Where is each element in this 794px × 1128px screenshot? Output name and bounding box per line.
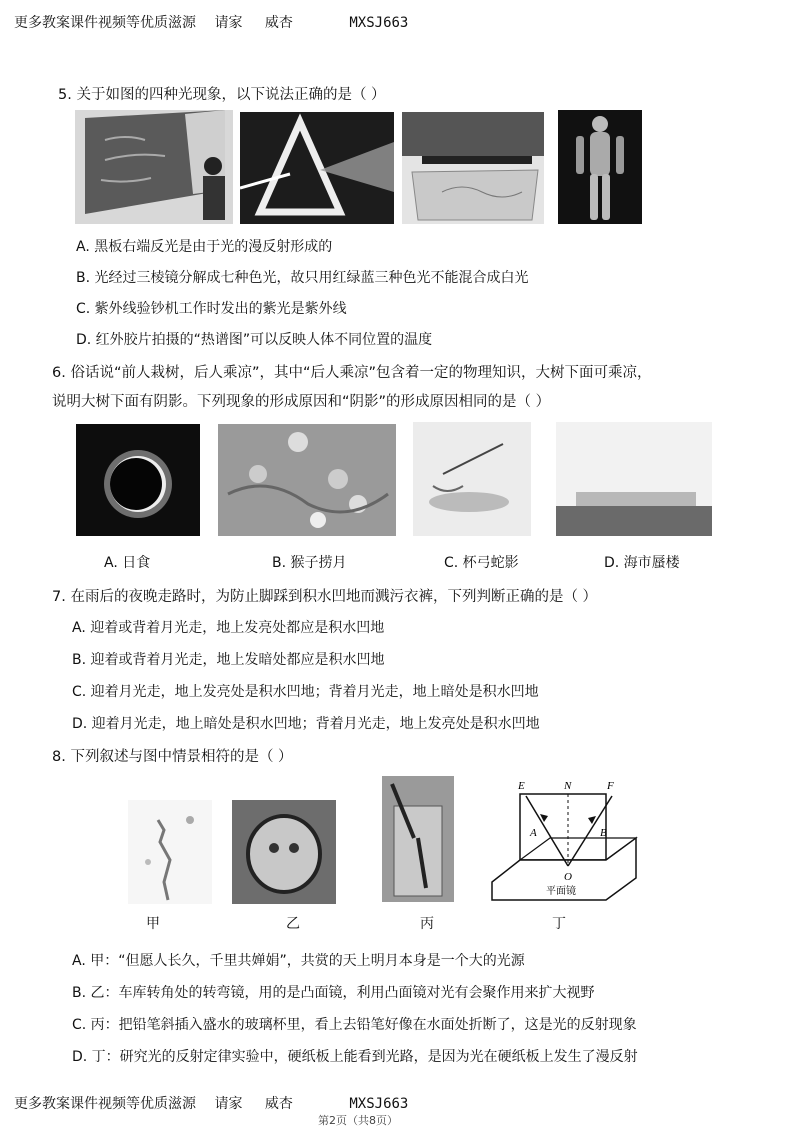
- eclipse-image: [76, 424, 200, 536]
- q8-option-d: D. 丁：研究光的反射定律实验中，硬纸板上能看到光路，是因为光在硬纸板上发生了漫反射: [72, 1049, 638, 1065]
- q8-option-a: A. 甲：“但愿人长久，千里共婵娟”，共赏的天上明月本身是一个大的光源: [72, 953, 525, 969]
- q6-photo-cup-bow: [413, 422, 531, 536]
- mirage-image: [556, 422, 712, 536]
- q6-stem-line2: 说明大树下面有阴影。下列现象的形成原因和“阴影”的形成原因相同的是（ ）: [52, 394, 551, 410]
- label-mirror: 平面镜: [546, 886, 576, 897]
- blackboard-image: [75, 110, 233, 224]
- label-o: O: [564, 871, 572, 883]
- monkeys-image: [218, 424, 396, 536]
- header-contact: 请家: [214, 15, 243, 31]
- q7-option-d: D. 迎着月光走，地上暗处是积水凹地；背着月光走，地上发亮处是积水凹地: [72, 716, 540, 732]
- q6-photo-monkeys: [218, 424, 396, 536]
- q8-photo-bing: [382, 776, 454, 902]
- money-detector-image: [402, 112, 544, 224]
- q5-photo-money-detector: [402, 112, 544, 224]
- q7-option-c: C. 迎着月光走，地上发亮处是积水凹地；背着月光走，地上暗处是积水凹地: [72, 684, 539, 700]
- footer-text: 更多教案课件视频等优质滋源: [14, 1096, 196, 1112]
- label-f: F: [607, 780, 614, 792]
- q6-photo-mirage: [556, 422, 712, 536]
- label-b: B: [600, 827, 607, 839]
- label-n: N: [564, 780, 572, 792]
- q7-option-b: B. 迎着或背着月光走，地上发暗处都应是积水凹地: [72, 652, 385, 668]
- header-text: 更多教案课件视频等优质滋源: [14, 15, 196, 31]
- q8-option-c: C. 丙：把铅笔斜插入盛水的玻璃杯里，看上去铅笔好像在水面处折断了，这是光的反射现象: [72, 1017, 637, 1033]
- q8-stem: 8. 下列叙述与图中情景相符的是（ ）: [52, 749, 293, 765]
- q5-stem: 5. 关于如图的四种光现象，以下说法正确的是（ ）: [58, 87, 386, 103]
- reflection-diagram: [488, 774, 638, 912]
- q5-option-b: B. 光经过三棱镜分解成七种色光，故只用红绿蓝三种色光不能混合成白光: [76, 270, 529, 286]
- q8-photo-jia: [128, 800, 212, 904]
- thermal-image: [558, 110, 642, 224]
- q6-photo-eclipse: [76, 424, 200, 536]
- q5-option-d: D. 红外胶片拍摄的“热谱图”可以反映人体不同位置的温度: [76, 332, 433, 348]
- q5-option-a: A. 黑板右端反光是由于光的漫反射形成的: [76, 239, 333, 255]
- q5-option-c: C. 紫外线验钞机工作时发出的紫光是紫外线: [76, 301, 347, 317]
- q7-stem: 7. 在雨后的夜晚走路时，为防止脚踩到积水凹地而溅污衣裤，下列判断正确的是（ ）: [52, 589, 598, 605]
- footer-contact: 请家: [214, 1096, 243, 1112]
- q8-caption-yi: 乙: [286, 916, 300, 932]
- convex-mirror-image: [232, 800, 336, 904]
- q8-caption-ding: 丁: [552, 916, 566, 932]
- label-e: E: [518, 780, 525, 792]
- moon-scene-image: [128, 800, 212, 904]
- q8-caption-bing: 丙: [420, 916, 434, 932]
- q8-photo-yi: [232, 800, 336, 904]
- footer-code: MXSJ663: [349, 1096, 409, 1112]
- q5-photo-blackboard: [75, 110, 233, 224]
- q6-caption-b: B. 猴子捞月: [272, 555, 347, 571]
- q5-photo-thermal-body: [558, 110, 642, 224]
- header-name: 威杏: [264, 15, 293, 31]
- header-code: MXSJ663: [349, 15, 409, 31]
- pencil-in-glass-image: [382, 776, 454, 902]
- page-footer: [14, 1093, 408, 1113]
- q7-option-a: A. 迎着或背着月光走，地上发亮处都应是积水凹地: [72, 620, 385, 636]
- q6-caption-c: C. 杯弓蛇影: [444, 555, 519, 571]
- footer-name: 威杏: [264, 1096, 293, 1112]
- q8-caption-jia: 甲: [146, 916, 160, 932]
- q6-caption-d: D. 海市蜃楼: [604, 555, 680, 571]
- q8-option-b: B. 乙：车库转角处的转弯镜，用的是凸面镜，利用凸面镜对光有会聚作用来扩大视野: [72, 985, 595, 1001]
- q5-photo-prism: [240, 112, 394, 224]
- page-number: 第2页（共8页）: [318, 1114, 398, 1127]
- page-header: [14, 12, 408, 32]
- cup-bow-image: [413, 422, 531, 536]
- label-a: A: [530, 827, 537, 839]
- q6-stem-line1: 6. 俗话说“前人栽树，后人乘凉”，其中“后人乘凉”包含着一定的物理知识，大树下面可乘凉，: [52, 365, 652, 381]
- q6-caption-a: A. 日食: [104, 555, 151, 571]
- prism-image: [240, 112, 394, 224]
- q8-diagram-ding: [488, 774, 638, 912]
